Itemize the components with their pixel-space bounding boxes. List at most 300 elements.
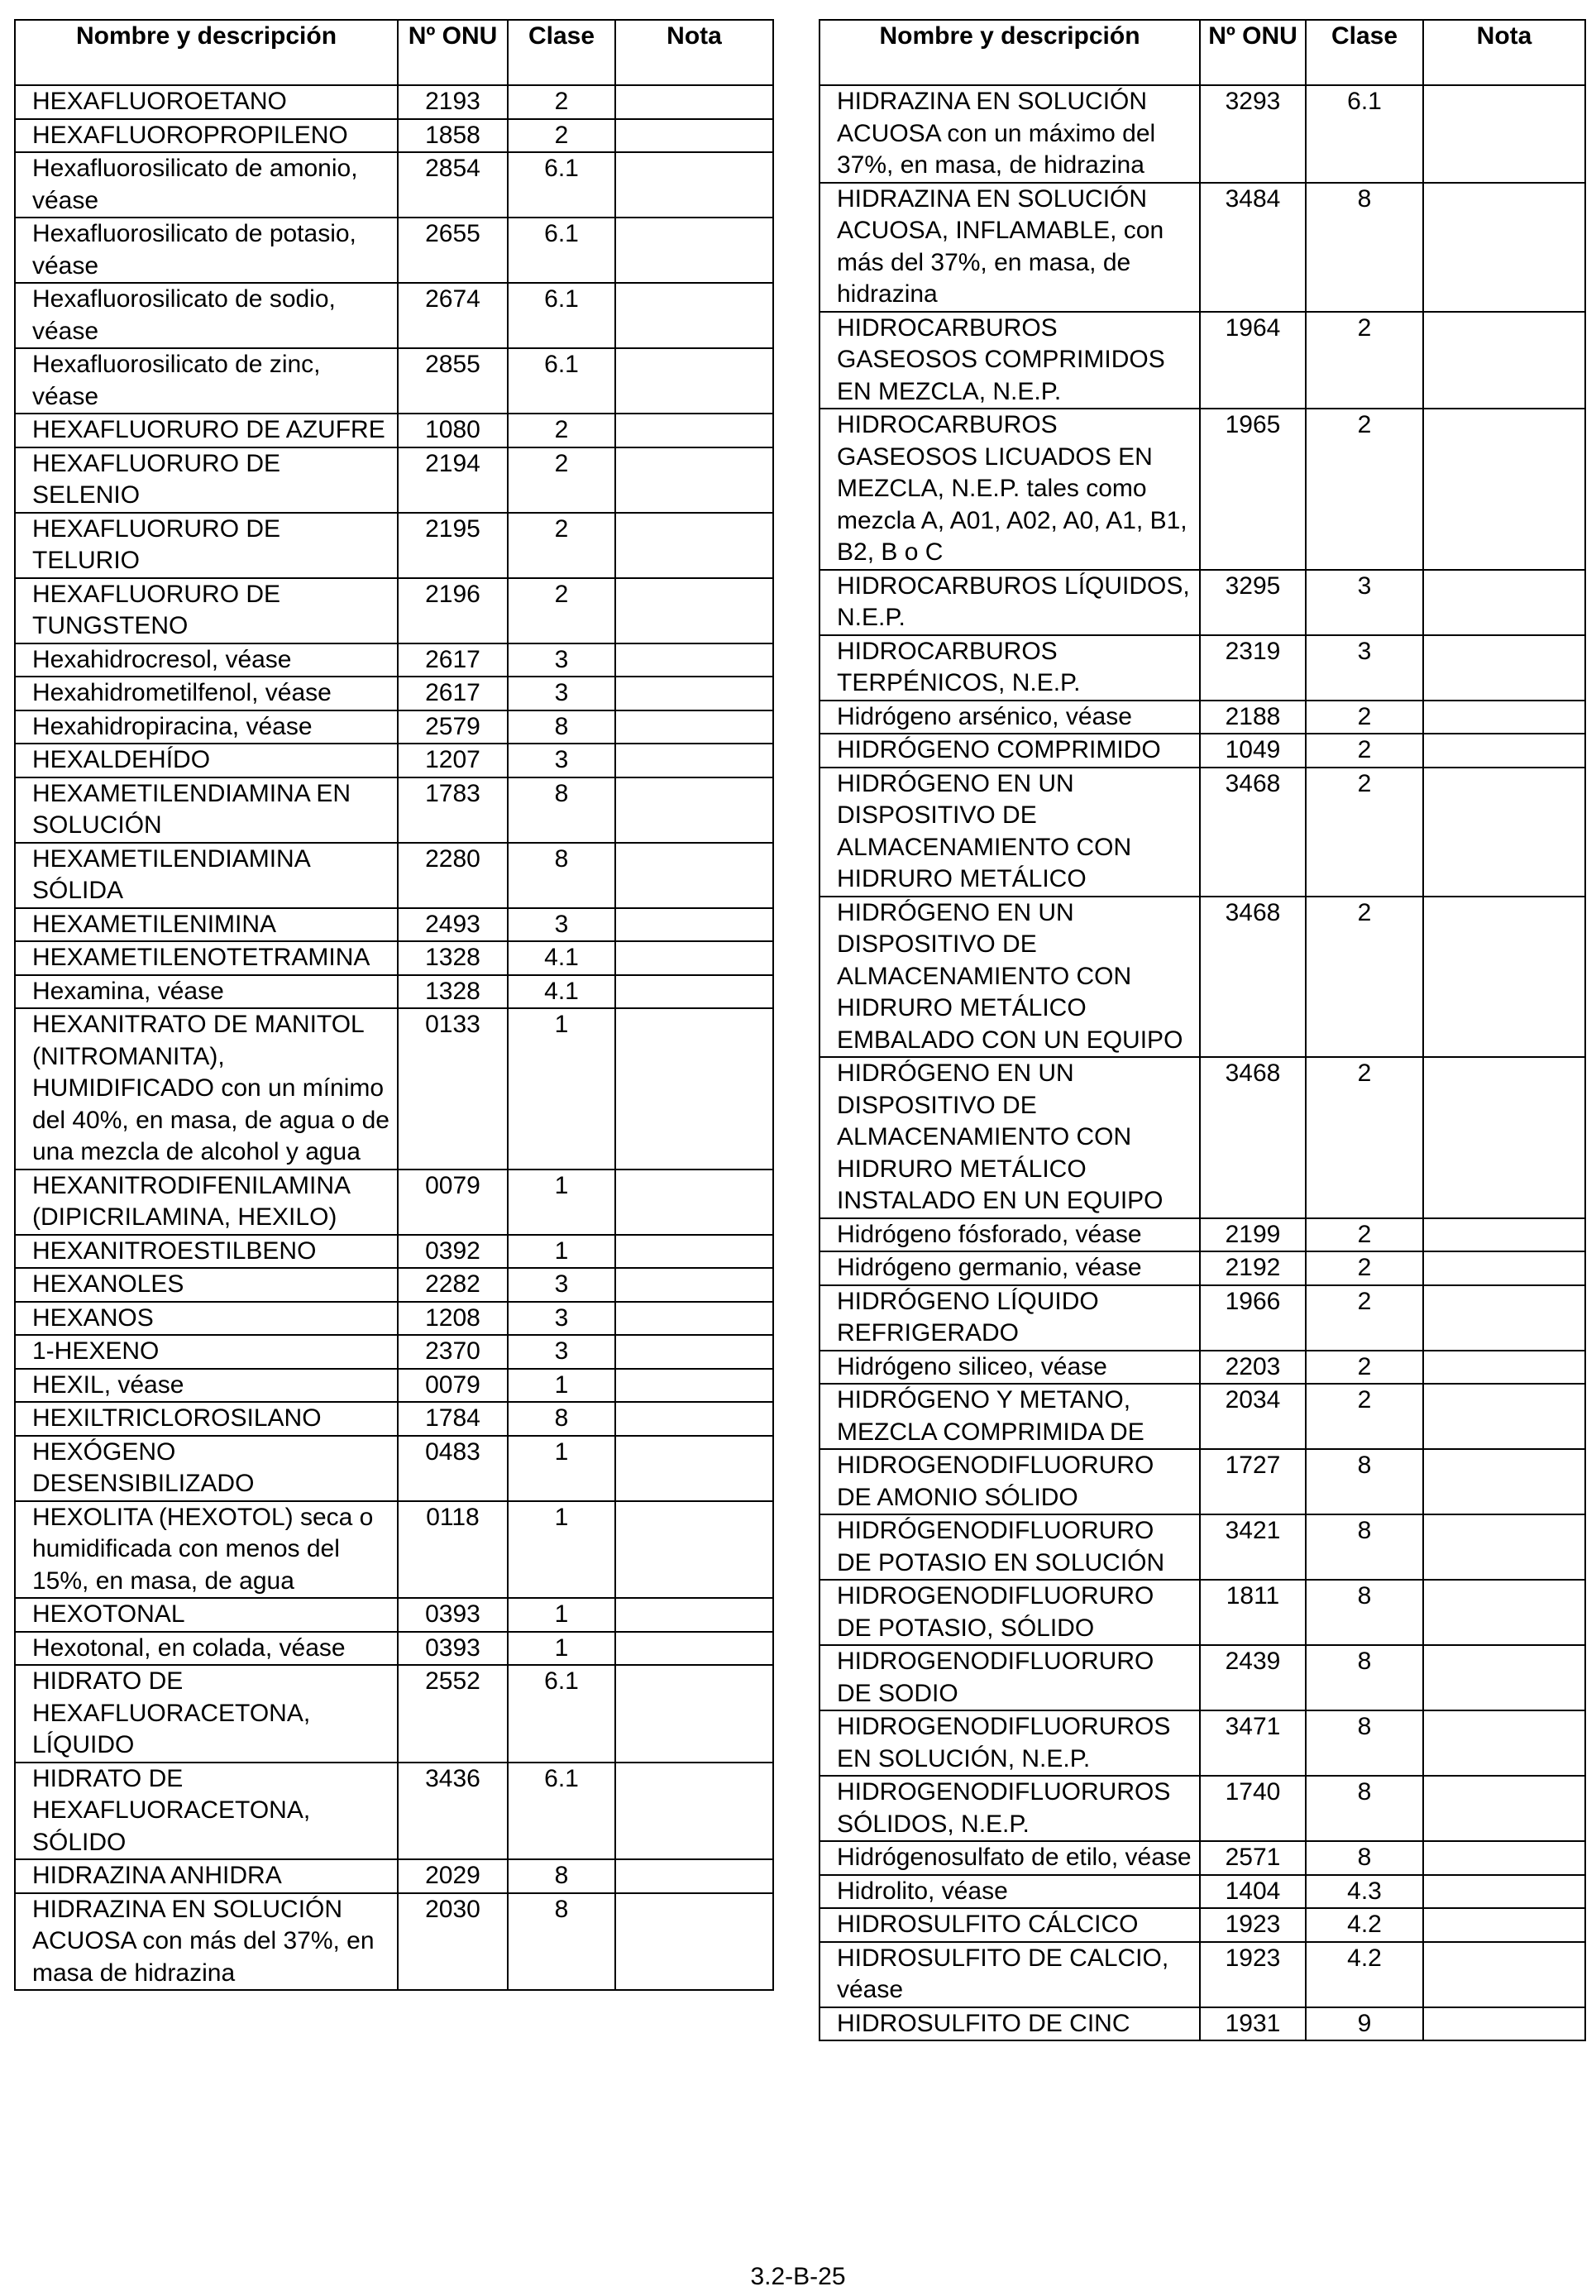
substance-name: Hexahidrocresol, véase	[15, 643, 398, 677]
hazard-class: 6.1	[508, 1665, 615, 1763]
table-row	[820, 1776, 1585, 1841]
table-row	[15, 1436, 773, 1501]
un-number: 1965	[1200, 409, 1306, 570]
substance-name: Hexafluorosilicato de amonio, véase	[15, 152, 398, 218]
table-row	[820, 734, 1585, 768]
substance-name: HIDRÓGENO EN UN DISPOSITIVO DE ALMACENAMIENTO CON HIDRURO METÁLICO INSTALADO EN UN EQUIPO	[820, 1057, 1200, 1218]
hazard-class: 2	[508, 513, 615, 578]
hazard-class: 2	[1306, 768, 1423, 897]
hazard-class: 8	[1306, 1645, 1423, 1710]
un-number: 1783	[398, 777, 508, 843]
note-cell	[615, 1763, 773, 1860]
note-cell	[615, 218, 773, 283]
substance-name: HIDRÓGENO EN UN DISPOSITIVO DE ALMACENAMIENTO CON HIDRURO METÁLICO	[820, 768, 1200, 897]
hazard-class: 8	[1306, 1710, 1423, 1776]
hazard-class: 2	[1306, 1057, 1423, 1218]
note-cell	[615, 1893, 773, 1991]
substance-name: HIDROCARBUROS GASEOSOS COMPRIMIDOS EN MEZCLA, N.E.P.	[820, 312, 1200, 409]
un-number: 1740	[1200, 1776, 1306, 1841]
header-name: Nombre y descripción	[820, 20, 1200, 85]
hazard-class: 8	[1306, 1580, 1423, 1645]
hazard-class: 2	[508, 414, 615, 447]
un-number: 1858	[398, 119, 508, 153]
table-row	[820, 1942, 1585, 2007]
table-row	[820, 1908, 1585, 1942]
table-row	[820, 1875, 1585, 1909]
substance-name: Hexamina, véase	[15, 975, 398, 1009]
substance-name: HEXAMETILENOTETRAMINA	[15, 941, 398, 975]
substance-name: HIDROCARBUROS LÍQUIDOS, N.E.P.	[820, 570, 1200, 635]
un-number: 2617	[398, 643, 508, 677]
note-cell	[1423, 1351, 1585, 1385]
table-row	[820, 1449, 1585, 1514]
hazard-class: 6.1	[508, 348, 615, 414]
note-cell	[1423, 1057, 1585, 1218]
note-cell	[615, 1268, 773, 1302]
un-number: 2195	[398, 513, 508, 578]
note-cell	[615, 843, 773, 908]
substance-name: HEXAFLUORURO DE TUNGSTENO	[15, 578, 398, 643]
hazard-class: 9	[1306, 2007, 1423, 2041]
substance-name: Hidrógeno arsénico, véase	[820, 701, 1200, 734]
substance-name: HIDROGENODIFLUORUROS SÓLIDOS, N.E.P.	[820, 1776, 1200, 1841]
note-cell	[1423, 312, 1585, 409]
substance-name: Hidrógeno germanio, véase	[820, 1251, 1200, 1285]
table-row	[820, 1580, 1585, 1645]
un-number: 0118	[398, 1501, 508, 1599]
table-row	[15, 348, 773, 414]
table-row	[15, 1859, 773, 1893]
substance-name: HEXANOS	[15, 1302, 398, 1336]
table-row	[15, 1598, 773, 1632]
note-cell	[615, 744, 773, 777]
table-row	[820, 1514, 1585, 1580]
hazard-class: 2	[1306, 701, 1423, 734]
page-number: 3.2-B-25	[750, 2263, 846, 2290]
hazard-class: 2	[1306, 312, 1423, 409]
un-number: 3421	[1200, 1514, 1306, 1580]
table-row	[820, 409, 1585, 570]
hazard-class: 3	[508, 744, 615, 777]
substance-name: HEXAMETILENIMINA	[15, 908, 398, 942]
hazard-class: 6.1	[508, 152, 615, 218]
table-row	[15, 1268, 773, 1302]
note-cell	[1423, 1710, 1585, 1776]
note-cell	[1423, 635, 1585, 701]
un-number: 3468	[1200, 1057, 1306, 1218]
hazard-class: 1	[508, 1008, 615, 1170]
un-number: 0079	[398, 1369, 508, 1403]
table-row	[820, 2007, 1585, 2041]
note-cell	[615, 1598, 773, 1632]
un-number: 1080	[398, 414, 508, 447]
note-cell	[615, 348, 773, 414]
table-row	[820, 635, 1585, 701]
substance-name: HIDRAZINA EN SOLUCIÓN ACUOSA, INFLAMABLE, con más del 37%, en masa, de hidrazina	[820, 183, 1200, 312]
note-cell	[1423, 1449, 1585, 1514]
note-cell	[615, 941, 773, 975]
note-cell	[1423, 1875, 1585, 1909]
substance-name: Hidrógenosulfato de etilo, véase	[820, 1841, 1200, 1875]
hazard-class: 8	[1306, 1449, 1423, 1514]
hazard-class: 3	[508, 1335, 615, 1369]
header-note: Nota	[1423, 20, 1585, 85]
un-number: 1964	[1200, 312, 1306, 409]
un-number: 1923	[1200, 1908, 1306, 1942]
hazard-class: 8	[508, 777, 615, 843]
hazard-class: 8	[1306, 1776, 1423, 1841]
hazard-class: 3	[508, 908, 615, 942]
table-row	[820, 1351, 1585, 1385]
note-cell	[1423, 1942, 1585, 2007]
hazard-class: 8	[508, 1402, 615, 1436]
substance-name: Hidrolito, véase	[820, 1875, 1200, 1909]
un-number: 2203	[1200, 1351, 1306, 1385]
hazard-class: 2	[1306, 1251, 1423, 1285]
table-row	[15, 1893, 773, 1991]
table-row	[820, 570, 1585, 635]
un-number: 2196	[398, 578, 508, 643]
note-cell	[1423, 1841, 1585, 1875]
un-number: 2199	[1200, 1218, 1306, 1252]
note-cell	[615, 283, 773, 348]
table-row	[15, 1335, 773, 1369]
substance-name: HIDRATO DE HEXAFLUORACETONA, LÍQUIDO	[15, 1665, 398, 1763]
un-number: 2029	[398, 1859, 508, 1893]
un-number: 3295	[1200, 570, 1306, 635]
table-row	[15, 1665, 773, 1763]
table-row	[15, 941, 773, 975]
un-number: 2319	[1200, 635, 1306, 701]
hazard-class: 3	[508, 1268, 615, 1302]
substance-name: HIDRÓGENO LÍQUIDO REFRIGERADO	[820, 1285, 1200, 1351]
hazard-class: 6.1	[508, 218, 615, 283]
table-row	[15, 908, 773, 942]
table-row	[15, 283, 773, 348]
table-row	[820, 1384, 1585, 1449]
un-number: 1328	[398, 975, 508, 1009]
substance-name: HEXAFLUOROETANO	[15, 85, 398, 119]
substance-name: HEXOLITA (HEXOTOL) seca o humidificada con menos del 15%, en masa, de agua	[15, 1501, 398, 1599]
un-number: 3436	[398, 1763, 508, 1860]
table-row	[15, 513, 773, 578]
table-row	[15, 1008, 773, 1170]
substance-name: Hexahidropiracina, véase	[15, 710, 398, 744]
hazard-class: 3	[508, 677, 615, 710]
substance-name: Hexotonal, en colada, véase	[15, 1632, 398, 1666]
table-row	[820, 1645, 1585, 1710]
table-row	[15, 1235, 773, 1269]
un-number: 0393	[398, 1632, 508, 1666]
un-table-left	[14, 19, 774, 1991]
substance-name: HEXAFLUORURO DE AZUFRE	[15, 414, 398, 447]
substance-name: HIDROGENODIFLUORURO DE POTASIO, SÓLIDO	[820, 1580, 1200, 1645]
substance-name: Hexafluorosilicato de sodio, véase	[15, 283, 398, 348]
un-number: 1784	[398, 1402, 508, 1436]
substance-name: HIDRÓGENO EN UN DISPOSITIVO DE ALMACENAMIENTO CON HIDRURO METÁLICO EMBALADO CON UN EQUIPO	[820, 897, 1200, 1058]
note-cell	[615, 908, 773, 942]
un-number: 3293	[1200, 85, 1306, 183]
un-number: 2192	[1200, 1251, 1306, 1285]
un-number: 1966	[1200, 1285, 1306, 1351]
hazard-class: 1	[508, 1598, 615, 1632]
note-cell	[615, 1436, 773, 1501]
note-cell	[1423, 1908, 1585, 1942]
table-row	[15, 843, 773, 908]
hazard-class: 8	[508, 710, 615, 744]
hazard-class: 6.1	[1306, 85, 1423, 183]
header-note: Nota	[615, 20, 773, 85]
hazard-class: 2	[508, 578, 615, 643]
substance-name: Hexahidrometilfenol, véase	[15, 677, 398, 710]
note-cell	[1423, 1514, 1585, 1580]
hazard-class: 8	[1306, 183, 1423, 312]
substance-name: HEXÓGENO DESENSIBILIZADO	[15, 1436, 398, 1501]
note-cell	[615, 710, 773, 744]
note-cell	[1423, 85, 1585, 183]
substance-name: Hexafluorosilicato de zinc, véase	[15, 348, 398, 414]
substance-name: HEXAMETILENDIAMINA SÓLIDA	[15, 843, 398, 908]
note-cell	[1423, 1218, 1585, 1252]
hazard-class: 2	[508, 119, 615, 153]
un-number: 0079	[398, 1170, 508, 1235]
table-body-right	[820, 85, 1585, 2040]
note-cell	[615, 1302, 773, 1336]
un-number: 2188	[1200, 701, 1306, 734]
un-number: 3468	[1200, 768, 1306, 897]
table-row	[820, 1218, 1585, 1252]
substance-name: HEXAFLUORURO DE TELURIO	[15, 513, 398, 578]
un-number: 1404	[1200, 1875, 1306, 1909]
table-row	[820, 1285, 1585, 1351]
substance-name: HIDROGENODIFLUORURO DE SODIO	[820, 1645, 1200, 1710]
table-row	[15, 447, 773, 513]
hazard-class: 2	[1306, 1285, 1423, 1351]
note-cell	[615, 85, 773, 119]
note-cell	[615, 1665, 773, 1763]
hazard-class: 2	[508, 85, 615, 119]
un-number: 1923	[1200, 1942, 1306, 2007]
note-cell	[615, 1501, 773, 1599]
un-number: 1931	[1200, 2007, 1306, 2041]
table-row	[15, 1402, 773, 1436]
hazard-class: 3	[508, 643, 615, 677]
un-number: 2439	[1200, 1645, 1306, 1710]
note-cell	[615, 1859, 773, 1893]
note-cell	[615, 513, 773, 578]
substance-name: HIDRAZINA EN SOLUCIÓN ACUOSA con más del 37%, en masa de hidrazina	[15, 1893, 398, 1991]
note-cell	[615, 1170, 773, 1235]
table-header-row	[15, 20, 773, 85]
note-cell	[615, 1008, 773, 1170]
un-number: 0392	[398, 1235, 508, 1269]
note-cell	[615, 1632, 773, 1666]
hazard-class: 2	[1306, 1351, 1423, 1385]
hazard-class: 1	[508, 1436, 615, 1501]
un-number: 1207	[398, 744, 508, 777]
substance-name: HIDROSULFITO DE CINC	[820, 2007, 1200, 2041]
note-cell	[1423, 768, 1585, 897]
table-row	[15, 677, 773, 710]
note-cell	[615, 414, 773, 447]
table-row	[820, 312, 1585, 409]
hazard-class: 8	[508, 843, 615, 908]
substance-name: Hidrógeno siliceo, véase	[820, 1351, 1200, 1385]
un-number: 2552	[398, 1665, 508, 1763]
table-body-left	[15, 85, 773, 1990]
hazard-class: 8	[1306, 1841, 1423, 1875]
un-number: 2617	[398, 677, 508, 710]
hazard-class: 8	[1306, 1514, 1423, 1580]
note-cell	[1423, 1384, 1585, 1449]
substance-name: HEXAFLUOROPROPILENO	[15, 119, 398, 153]
hazard-class: 4.1	[508, 941, 615, 975]
note-cell	[615, 1402, 773, 1436]
substance-name: HIDROCARBUROS GASEOSOS LICUADOS EN MEZCLA, N.E.P. tales como mezcla A, A01, A02, A0, A1, B1, B2, B o C	[820, 409, 1200, 570]
table-row	[15, 744, 773, 777]
substance-name: HIDRAZINA EN SOLUCIÓN ACUOSA con un máximo del 37%, en masa, de hidrazina	[820, 85, 1200, 183]
substance-name: HEXALDEHÍDO	[15, 744, 398, 777]
table-row	[15, 710, 773, 744]
substance-name: HEXANOLES	[15, 1268, 398, 1302]
substance-name: HEXILTRICLOROSILANO	[15, 1402, 398, 1436]
note-cell	[1423, 701, 1585, 734]
hazard-class: 2	[1306, 409, 1423, 570]
note-cell	[1423, 1580, 1585, 1645]
note-cell	[1423, 1645, 1585, 1710]
hazard-class: 4.2	[1306, 1942, 1423, 2007]
note-cell	[615, 777, 773, 843]
table-row	[15, 643, 773, 677]
un-number: 1208	[398, 1302, 508, 1336]
table-row	[15, 152, 773, 218]
table-row	[15, 1170, 773, 1235]
hazard-class: 8	[508, 1859, 615, 1893]
hazard-class: 2	[1306, 1218, 1423, 1252]
header-name: Nombre y descripción	[15, 20, 398, 85]
hazard-class: 8	[508, 1893, 615, 1991]
table-row	[15, 218, 773, 283]
substance-name: Hexafluorosilicato de potasio, véase	[15, 218, 398, 283]
substance-name: HIDRÓGENO COMPRIMIDO	[820, 734, 1200, 768]
substance-name: HIDROGENODIFLUORUROS EN SOLUCIÓN, N.E.P.	[820, 1710, 1200, 1776]
table-row	[15, 85, 773, 119]
substance-name: HEXANITRODIFENILAMINA (DIPICRILAMINA, HEXILO)	[15, 1170, 398, 1235]
substance-name: HIDRÓGENO Y METANO, MEZCLA COMPRIMIDA DE	[820, 1384, 1200, 1449]
table-header-row	[820, 20, 1585, 85]
hazard-class: 1	[508, 1170, 615, 1235]
table-row	[820, 1841, 1585, 1875]
hazard-class: 1	[508, 1235, 615, 1269]
note-cell	[1423, 570, 1585, 635]
note-cell	[1423, 409, 1585, 570]
hazard-class: 6.1	[508, 1763, 615, 1860]
substance-name: HEXOTONAL	[15, 1598, 398, 1632]
hazard-class: 1	[508, 1501, 615, 1599]
hazard-class: 2	[1306, 734, 1423, 768]
table-row	[15, 1501, 773, 1599]
table-row	[15, 1632, 773, 1666]
substance-name: HIDROSULFITO DE CALCIO, véase	[820, 1942, 1200, 2007]
substance-name: HEXIL, véase	[15, 1369, 398, 1403]
substance-name: 1-HEXENO	[15, 1335, 398, 1369]
table-row	[820, 768, 1585, 897]
table-row	[820, 85, 1585, 183]
hazard-class: 2	[1306, 1384, 1423, 1449]
note-cell	[615, 119, 773, 153]
table-row	[15, 975, 773, 1009]
note-cell	[1423, 2007, 1585, 2041]
note-cell	[615, 677, 773, 710]
un-number: 2855	[398, 348, 508, 414]
un-number: 2370	[398, 1335, 508, 1369]
hazard-class: 2	[1306, 897, 1423, 1058]
un-number: 2194	[398, 447, 508, 513]
substance-name: HEXAMETILENDIAMINA EN SOLUCIÓN	[15, 777, 398, 843]
hazard-class: 3	[508, 1302, 615, 1336]
un-number: 0393	[398, 1598, 508, 1632]
table-row	[15, 414, 773, 447]
note-cell	[615, 447, 773, 513]
note-cell	[1423, 1776, 1585, 1841]
note-cell	[1423, 1285, 1585, 1351]
table-row	[15, 777, 773, 843]
substance-name: HIDROCARBUROS TERPÉNICOS, N.E.P.	[820, 635, 1200, 701]
table-row	[820, 1251, 1585, 1285]
un-number: 1049	[1200, 734, 1306, 768]
un-number: 2030	[398, 1893, 508, 1991]
hazard-class: 6.1	[508, 283, 615, 348]
un-number: 1811	[1200, 1580, 1306, 1645]
note-cell	[615, 643, 773, 677]
un-number: 2193	[398, 85, 508, 119]
hazard-class: 4.1	[508, 975, 615, 1009]
hazard-class: 4.2	[1306, 1908, 1423, 1942]
note-cell	[615, 1335, 773, 1369]
note-cell	[1423, 1251, 1585, 1285]
un-number: 2854	[398, 152, 508, 218]
header-un-number: Nº ONU	[1200, 20, 1306, 85]
un-number: 2674	[398, 283, 508, 348]
un-number: 2280	[398, 843, 508, 908]
substance-name: HIDRAZINA ANHIDRA	[15, 1859, 398, 1893]
note-cell	[1423, 734, 1585, 768]
note-cell	[615, 1369, 773, 1403]
un-number: 1328	[398, 941, 508, 975]
header-un-number: Nº ONU	[398, 20, 508, 85]
substance-name: HEXAFLUORURO DE SELENIO	[15, 447, 398, 513]
un-number: 2034	[1200, 1384, 1306, 1449]
un-number: 2493	[398, 908, 508, 942]
hazard-class: 3	[1306, 635, 1423, 701]
table-row	[820, 701, 1585, 734]
note-cell	[615, 1235, 773, 1269]
un-number: 2571	[1200, 1841, 1306, 1875]
substance-name: HIDROGENODIFLUORURO DE AMONIO SÓLIDO	[820, 1449, 1200, 1514]
hazard-class: 3	[1306, 570, 1423, 635]
header-class: Clase	[1306, 20, 1423, 85]
un-number: 0483	[398, 1436, 508, 1501]
table-row	[820, 183, 1585, 312]
table-row	[820, 1710, 1585, 1776]
header-class: Clase	[508, 20, 615, 85]
un-table-right	[819, 19, 1586, 2041]
substance-name: HIDROSULFITO CÁLCICO	[820, 1908, 1200, 1942]
un-number: 2579	[398, 710, 508, 744]
table-row	[820, 897, 1585, 1058]
table-row	[15, 1763, 773, 1860]
un-number: 3471	[1200, 1710, 1306, 1776]
